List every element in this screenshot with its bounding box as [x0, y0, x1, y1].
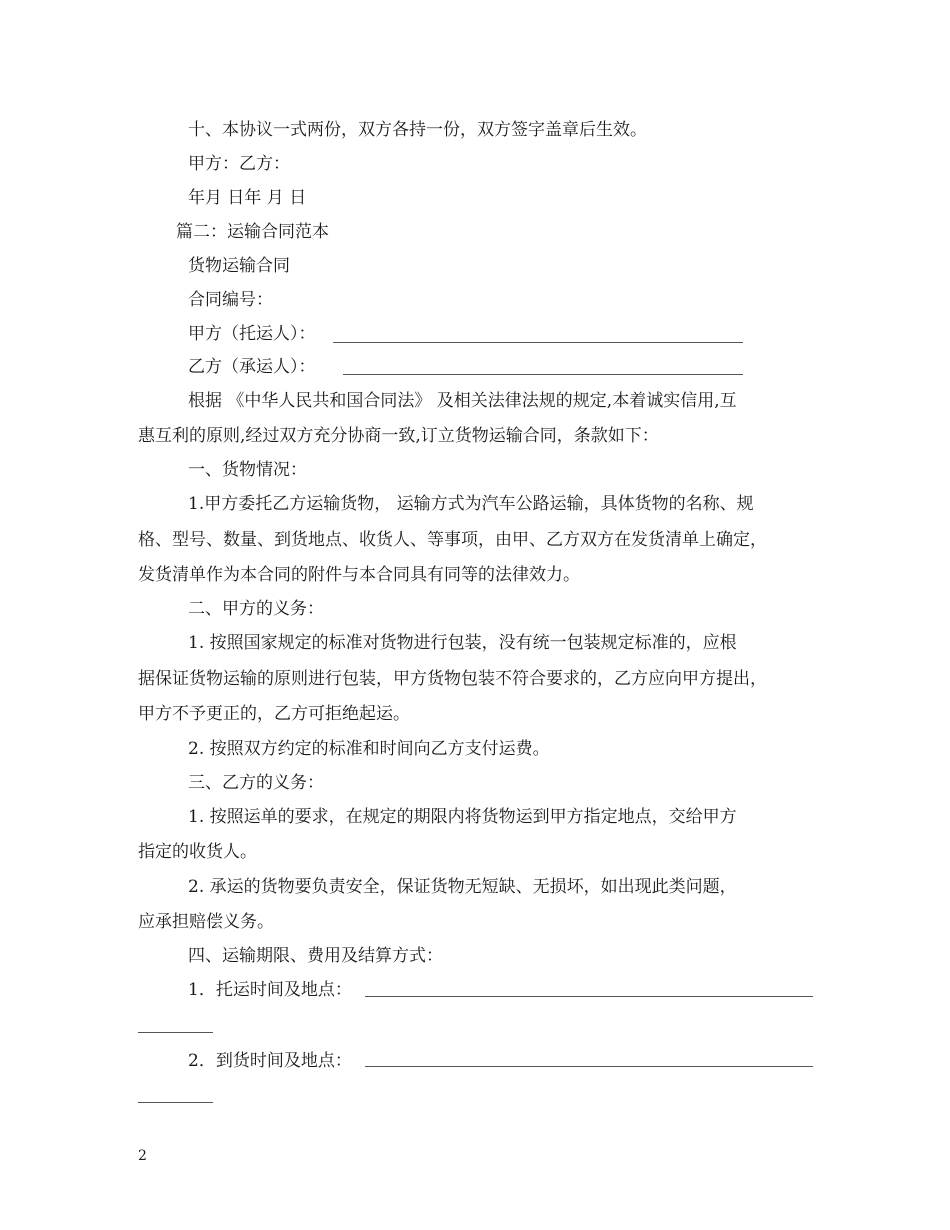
arrival-time-blank — [365, 1066, 813, 1067]
party-a-label: 甲方（托运人）： — [188, 324, 316, 344]
text-line: 1. 按照运单的要求，在规定的期限内将货物运到甲方指定地点，交给甲方 — [188, 807, 737, 827]
text-line: 发货清单作为本合同的附件与本合同具有同等的法律效力。 — [138, 565, 580, 585]
consign-time-blank-continued — [138, 1032, 213, 1033]
text-line: 格、型号、数量、到货地点、收货人、等事项，由甲、乙方双方在发货清单上确定， — [138, 530, 767, 550]
consign-time-label: 1．托运时间及地点： — [188, 980, 352, 1000]
clause-heading: 二、甲方的义务： — [188, 599, 324, 619]
text-line: 根据 《中华人民共和国合同法》 及相关法律法规的规定,本着诚实信用,互 — [188, 391, 737, 411]
contract-number-label: 合同编号： — [188, 290, 273, 310]
text-line: 惠互利的原则,经过双方充分协商一致,订立货物运输合同，条款如下： — [138, 426, 659, 446]
arrival-time-label: 2．到货时间及地点： — [188, 1051, 352, 1071]
text-line: 应承担赔偿义务。 — [138, 912, 274, 932]
clause-heading: 三、乙方的义务： — [188, 773, 324, 793]
text-line: 甲方：乙方： — [188, 154, 290, 174]
text-line: 据保证货物运输的原则进行包装，甲方货物包装不符合要求的，乙方应向甲方提出， — [138, 669, 767, 689]
text-line: 十、本协议一式两份，双方各持一份，双方签字盖章后生效。 — [188, 120, 647, 140]
text-line: 1. 按照国家规定的标准对货物进行包装，没有统一包装规定标准的，应根 — [188, 633, 737, 653]
consign-time-blank — [365, 996, 813, 997]
text-line: 年月 日年 月 日 — [188, 188, 307, 208]
party-b-blank — [343, 374, 743, 375]
text-line: 1.甲方委托乙方运输货物， 运输方式为汽车公路运输，具体货物的名称、规 — [188, 494, 754, 514]
contract-title: 货物运输合同 — [188, 256, 290, 276]
text-line: 甲方不予更正的，乙方可拒绝起运。 — [138, 704, 410, 724]
arrival-time-blank-continued — [138, 1102, 213, 1103]
party-b-label: 乙方（承运人）： — [188, 357, 316, 377]
clause-heading: 一、货物情况： — [188, 460, 307, 480]
text-line: 2. 承运的货物要负责安全，保证货物无短缺、无损坏，如出现此类问题， — [188, 877, 737, 897]
clause-heading: 四、运输期限、费用及结算方式： — [188, 946, 443, 966]
text-line: 2. 按照双方约定的标准和时间向乙方支付运费。 — [188, 739, 550, 759]
page-number: 2 — [138, 1148, 147, 1164]
party-a-blank — [333, 342, 743, 343]
text-line: 指定的收货人。 — [138, 842, 257, 862]
section-heading: 篇二：运输合同范本 — [176, 222, 329, 242]
